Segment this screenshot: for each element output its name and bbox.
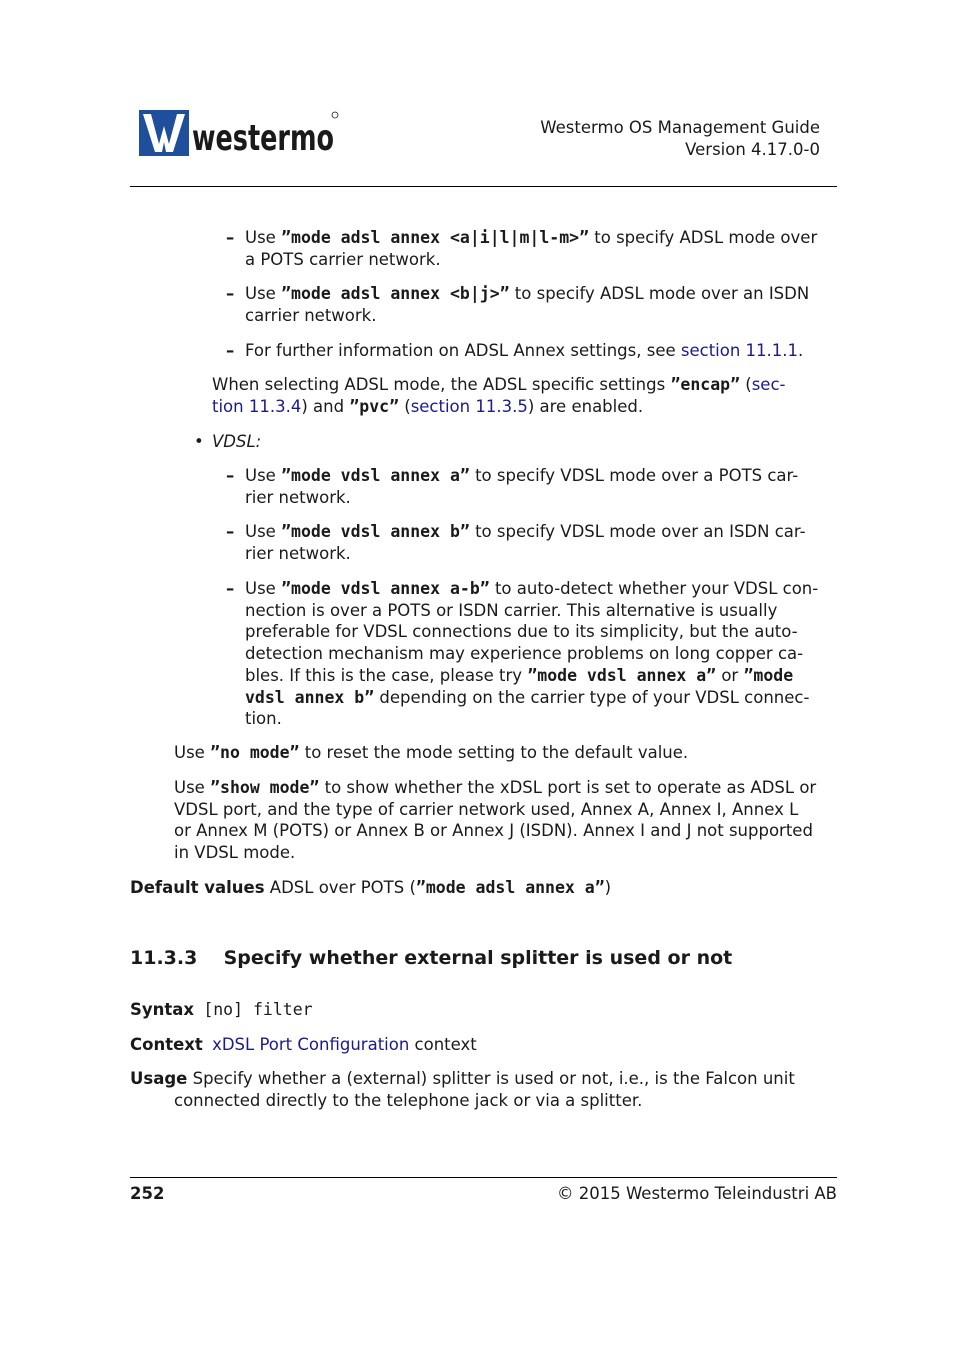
dash-marker: –: [226, 579, 235, 598]
list-item: Use ”mode adsl annex <a|i|l|m|l-m>” to specify ADSL mode over a POTS carrier network.: [245, 228, 818, 269]
section-link[interactable]: sec-: [751, 375, 786, 394]
copyright-symbol: ©: [556, 1184, 574, 1203]
dash-marker: –: [226, 522, 235, 541]
section-title: Specify whether external splitter is used or not: [223, 947, 733, 969]
list-item: For further information on ADSL Annex settings, see section 11.1.1.: [245, 341, 804, 360]
dash-marker: –: [226, 284, 235, 303]
list-item: Use ”mode adsl annex <b|j>” to specify ADSL mode over an ISDN carrier network.: [245, 284, 810, 325]
usage-label: Usage: [130, 1069, 188, 1088]
document-version: Version 4.17.0-0: [685, 140, 820, 159]
document-header: [540, 117, 820, 161]
section-link[interactable]: section 11.3.5: [410, 397, 528, 416]
document-title: Westermo OS Management Guide: [540, 118, 820, 137]
section-link[interactable]: section 11.1.1: [680, 341, 799, 360]
section-heading: [130, 947, 732, 969]
section-number: 11.3.3: [130, 947, 198, 969]
context-link[interactable]: xDSL Port Configuration: [212, 1035, 410, 1054]
context-label: Context: [130, 1035, 203, 1054]
page-number: 252: [130, 1184, 165, 1203]
dash-marker: –: [226, 341, 235, 360]
list-item: Use ”mode vdsl annex a” to specify VDSL mode over a POTS car- rier network.: [245, 466, 799, 507]
usage-row: Usage Specify whether a (external) splitter is used or not, i.e., is the Falcon unit connected directly to the telephone jack or via a splitter.: [130, 1069, 795, 1110]
westermo-logo: [139, 110, 339, 158]
syntax-value: [no] filter: [203, 1000, 313, 1019]
no-mode-paragraph: Use ”no mode” to reset the mode setting to the default value.: [174, 743, 689, 762]
default-values-row: Default values ADSL over POTS (”mode adsl annex a”): [130, 878, 612, 897]
footer-rule: [130, 1177, 837, 1178]
vdsl-label: VDSL:: [212, 432, 262, 451]
dash-marker: –: [226, 466, 235, 485]
section-link[interactable]: tion 11.3.4: [212, 397, 302, 416]
dash-marker: –: [226, 228, 235, 247]
adsl-note-paragraph: When selecting ADSL mode, the ADSL specific settings ”encap” (sec- tion 11.3.4) and ”pvc” (section 11.3.5) are enabled.: [212, 375, 786, 416]
syntax-label: Syntax: [130, 1000, 195, 1019]
default-values-label: Default values: [130, 878, 265, 897]
list-item: Use ”mode vdsl annex b” to specify VDSL mode over an ISDN car- rier network.: [245, 522, 806, 563]
list-item: Use ”mode vdsl annex a-b” to auto-detect whether your VDSL con- nection is over a POTS or ISDN carrier. This alternative is usually preferable for VDSL connections due to its simplicity, but the auto- detection mechanism may experience problems on long copper ca- bles. If this is the case, please try ”mode vdsl annex a” or ”mode vdsl annex b” depending on the carrier type of your VDSL connec- tion.: [245, 579, 819, 729]
logo-wordmark: westermo: [192, 118, 334, 159]
copyright: © 2015 Westermo Teleindustri AB: [556, 1184, 837, 1203]
syntax-row: [130, 999, 313, 1021]
header-rule: [130, 186, 837, 187]
context-row: Context xDSL Port Configuration context: [130, 1035, 477, 1054]
bullet-marker: •: [194, 432, 204, 451]
show-mode-paragraph: Use ”show mode” to show whether the xDSL port is set to operate as ADSL or VDSL port, and the type of carrier network used, Annex A, Annex I, Annex L or Annex M (POTS) or Annex B or Annex J (ISDN). Annex I and J not supported in VDSL mode.: [174, 778, 817, 863]
